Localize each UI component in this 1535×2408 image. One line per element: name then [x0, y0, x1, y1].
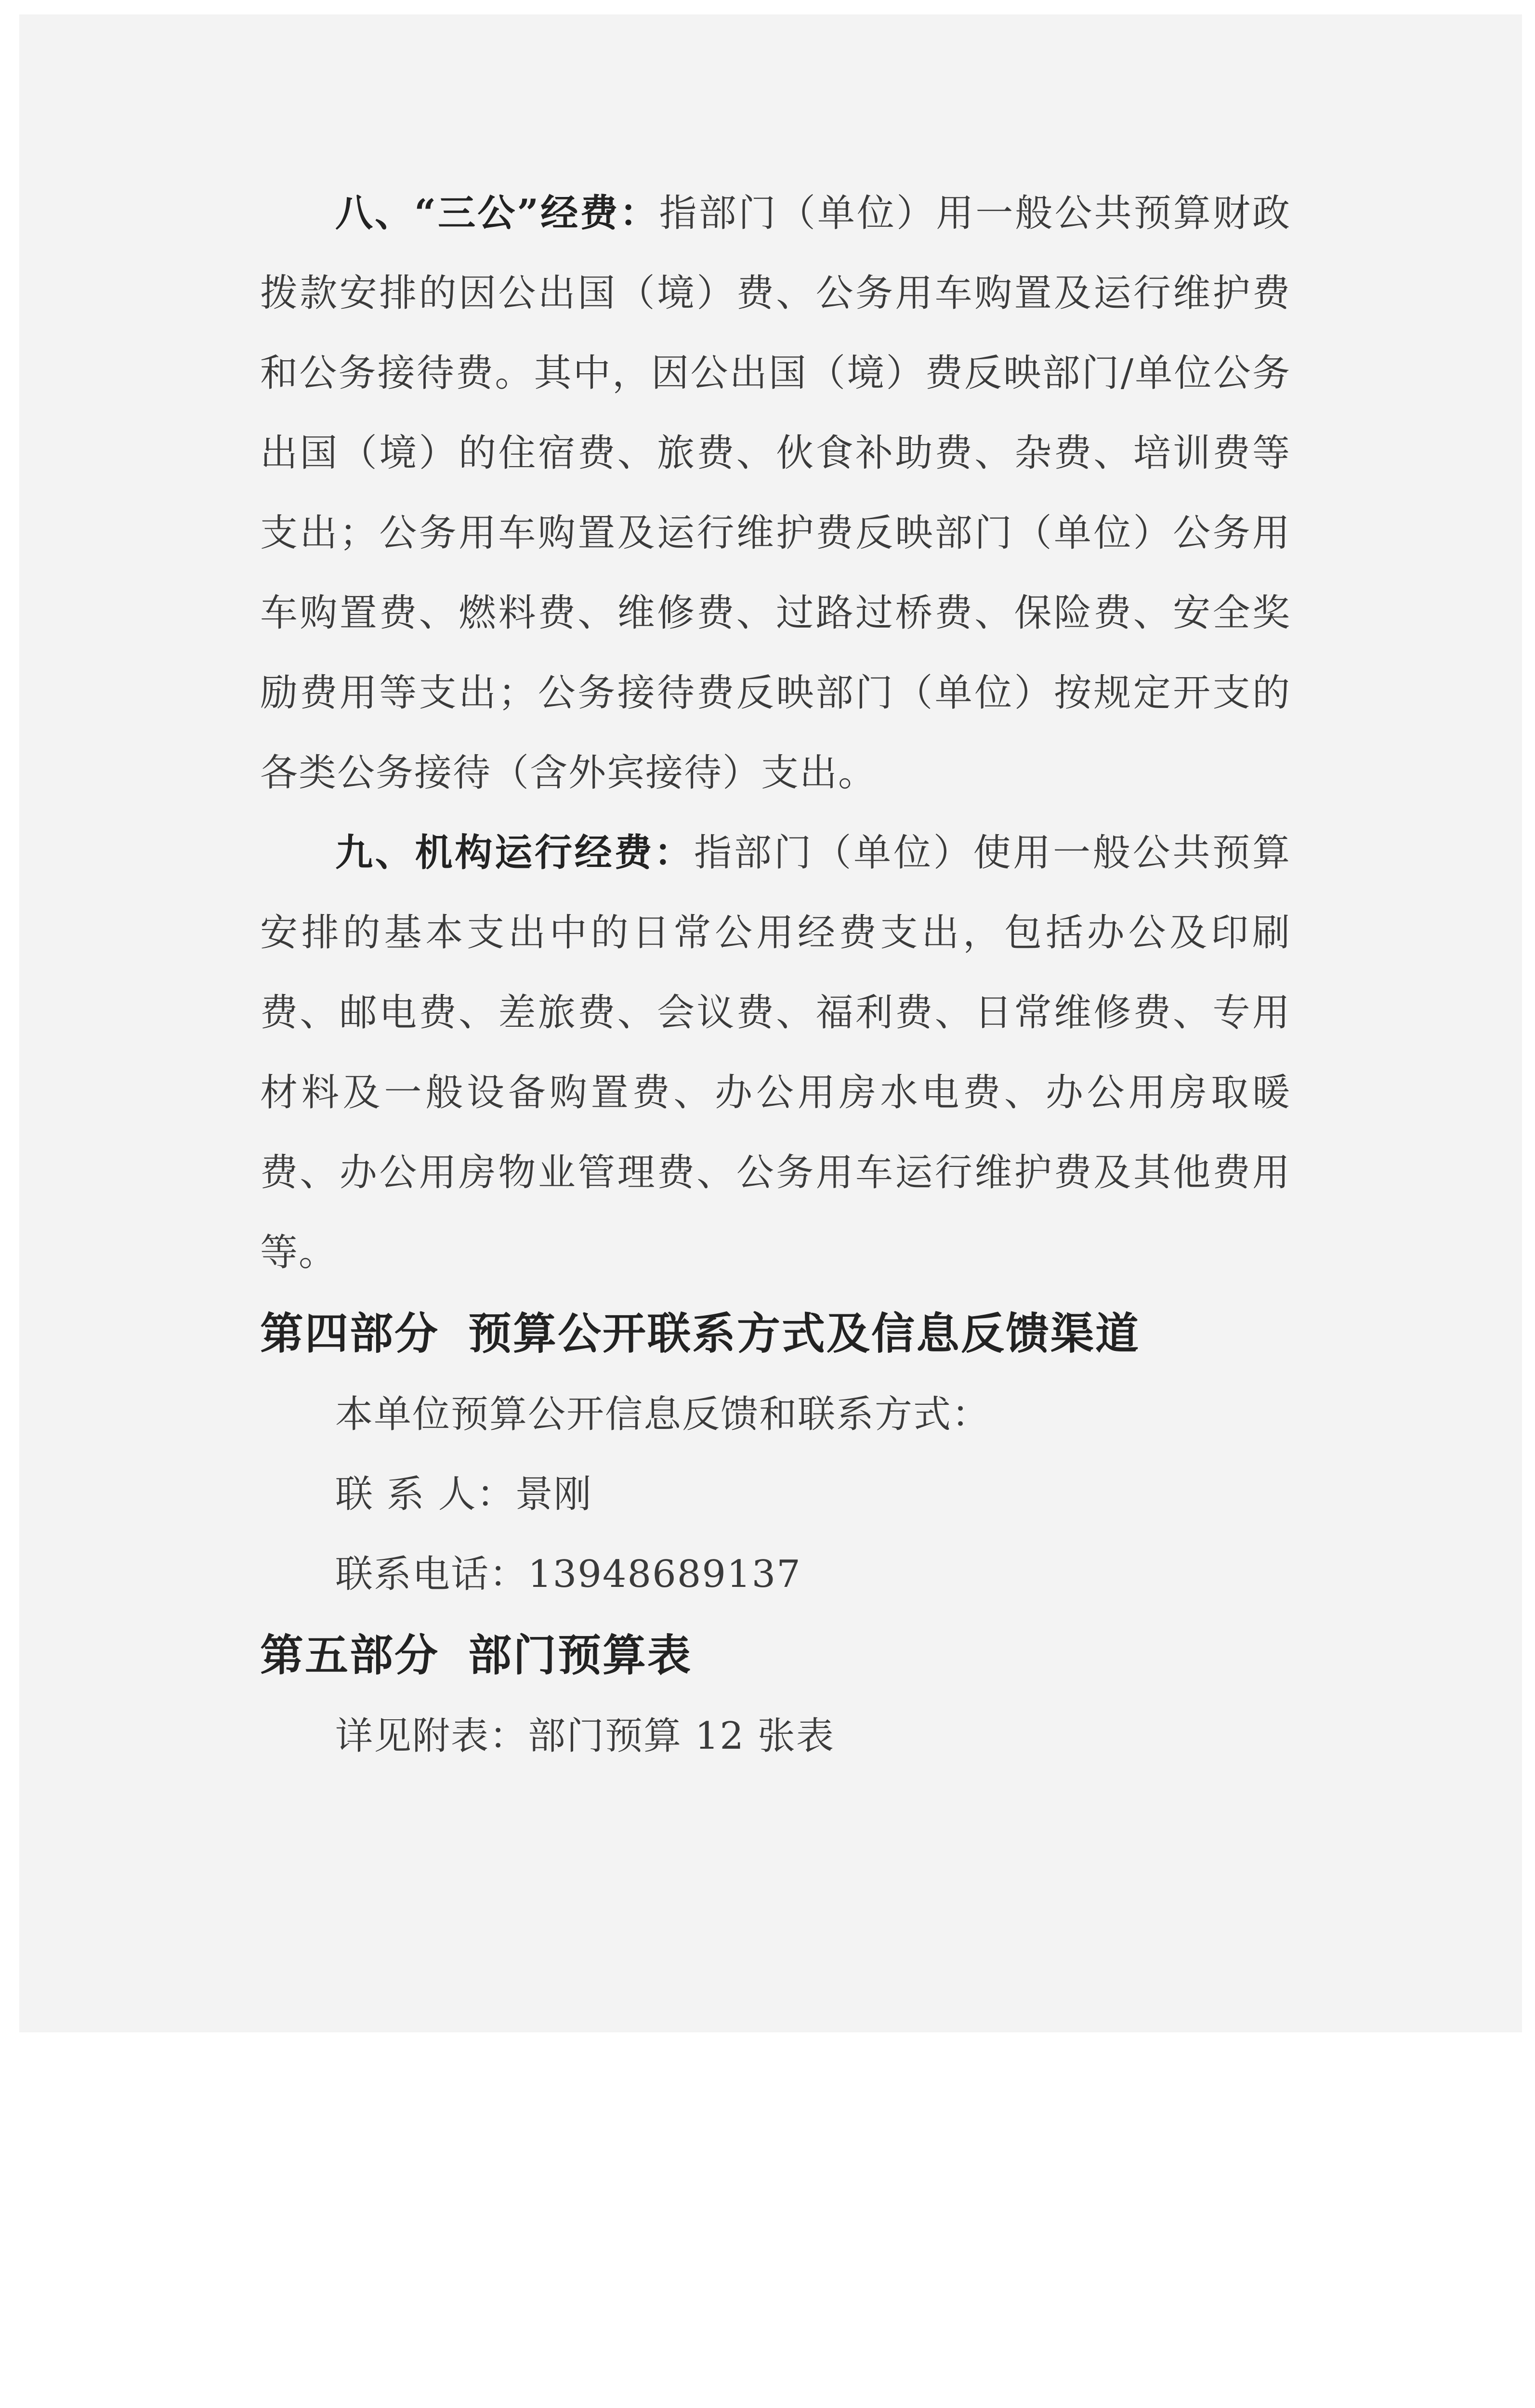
part-5-detail: 详见附表：部门预算 12 张表	[335, 1714, 835, 1758]
section-9-paragraph	[260, 813, 1291, 1293]
part-4-title: 预算公开联系方式及信息反馈渠道	[468, 1308, 1140, 1359]
contact-phone: 联系电话：13948689137	[335, 1553, 801, 1596]
section-8-paragraph	[260, 173, 1291, 813]
section-9-lead: 九、机构运行经费：	[335, 831, 695, 875]
part-5-number: 第五部分	[260, 1630, 439, 1681]
section-8-lead: 八、“三公”经费：	[335, 191, 659, 235]
part-5-title: 部门预算表	[468, 1630, 692, 1681]
part-4-heading	[260, 1293, 1291, 1374]
part-4-number: 第四部分	[260, 1308, 439, 1359]
part-4-intro: 本单位预算公开信息反馈和联系方式：	[335, 1393, 991, 1436]
contact-person: 联 系 人：景刚	[335, 1473, 592, 1516]
section-9-body: 指部门（单位）使用一般公共预算安排的基本支出中的日常公用经费支出，包括办公及印刷费、邮电费、差旅费、会议费、福利费、日常维修费、专用材料及一般设备购置费、办公用房水电费、办公用房取暖费、办公用房物业管理费、公务用车运行维护费及其他费用等。	[260, 831, 1291, 1274]
section-8-body: 指部门（单位）用一般公共预算财政拨款安排的因公出国（境）费、公务用车购置及运行维护费和公务接待费。其中，因公出国（境）费反映部门/单位公务出国（境）的住宿费、旅费、伙食补助费、杂费、培训费等支出；公务用车购置及运行维护费反映部门（单位）公务用车购置费、燃料费、维修费、过路过桥费、保险费、安全奖励费用等支出；公务接待费反映部门（单位）按规定开支的各类公务接待（含外宾接待）支出。	[260, 192, 1291, 795]
part-5-heading	[260, 1614, 1291, 1696]
document-body	[260, 173, 1291, 1776]
